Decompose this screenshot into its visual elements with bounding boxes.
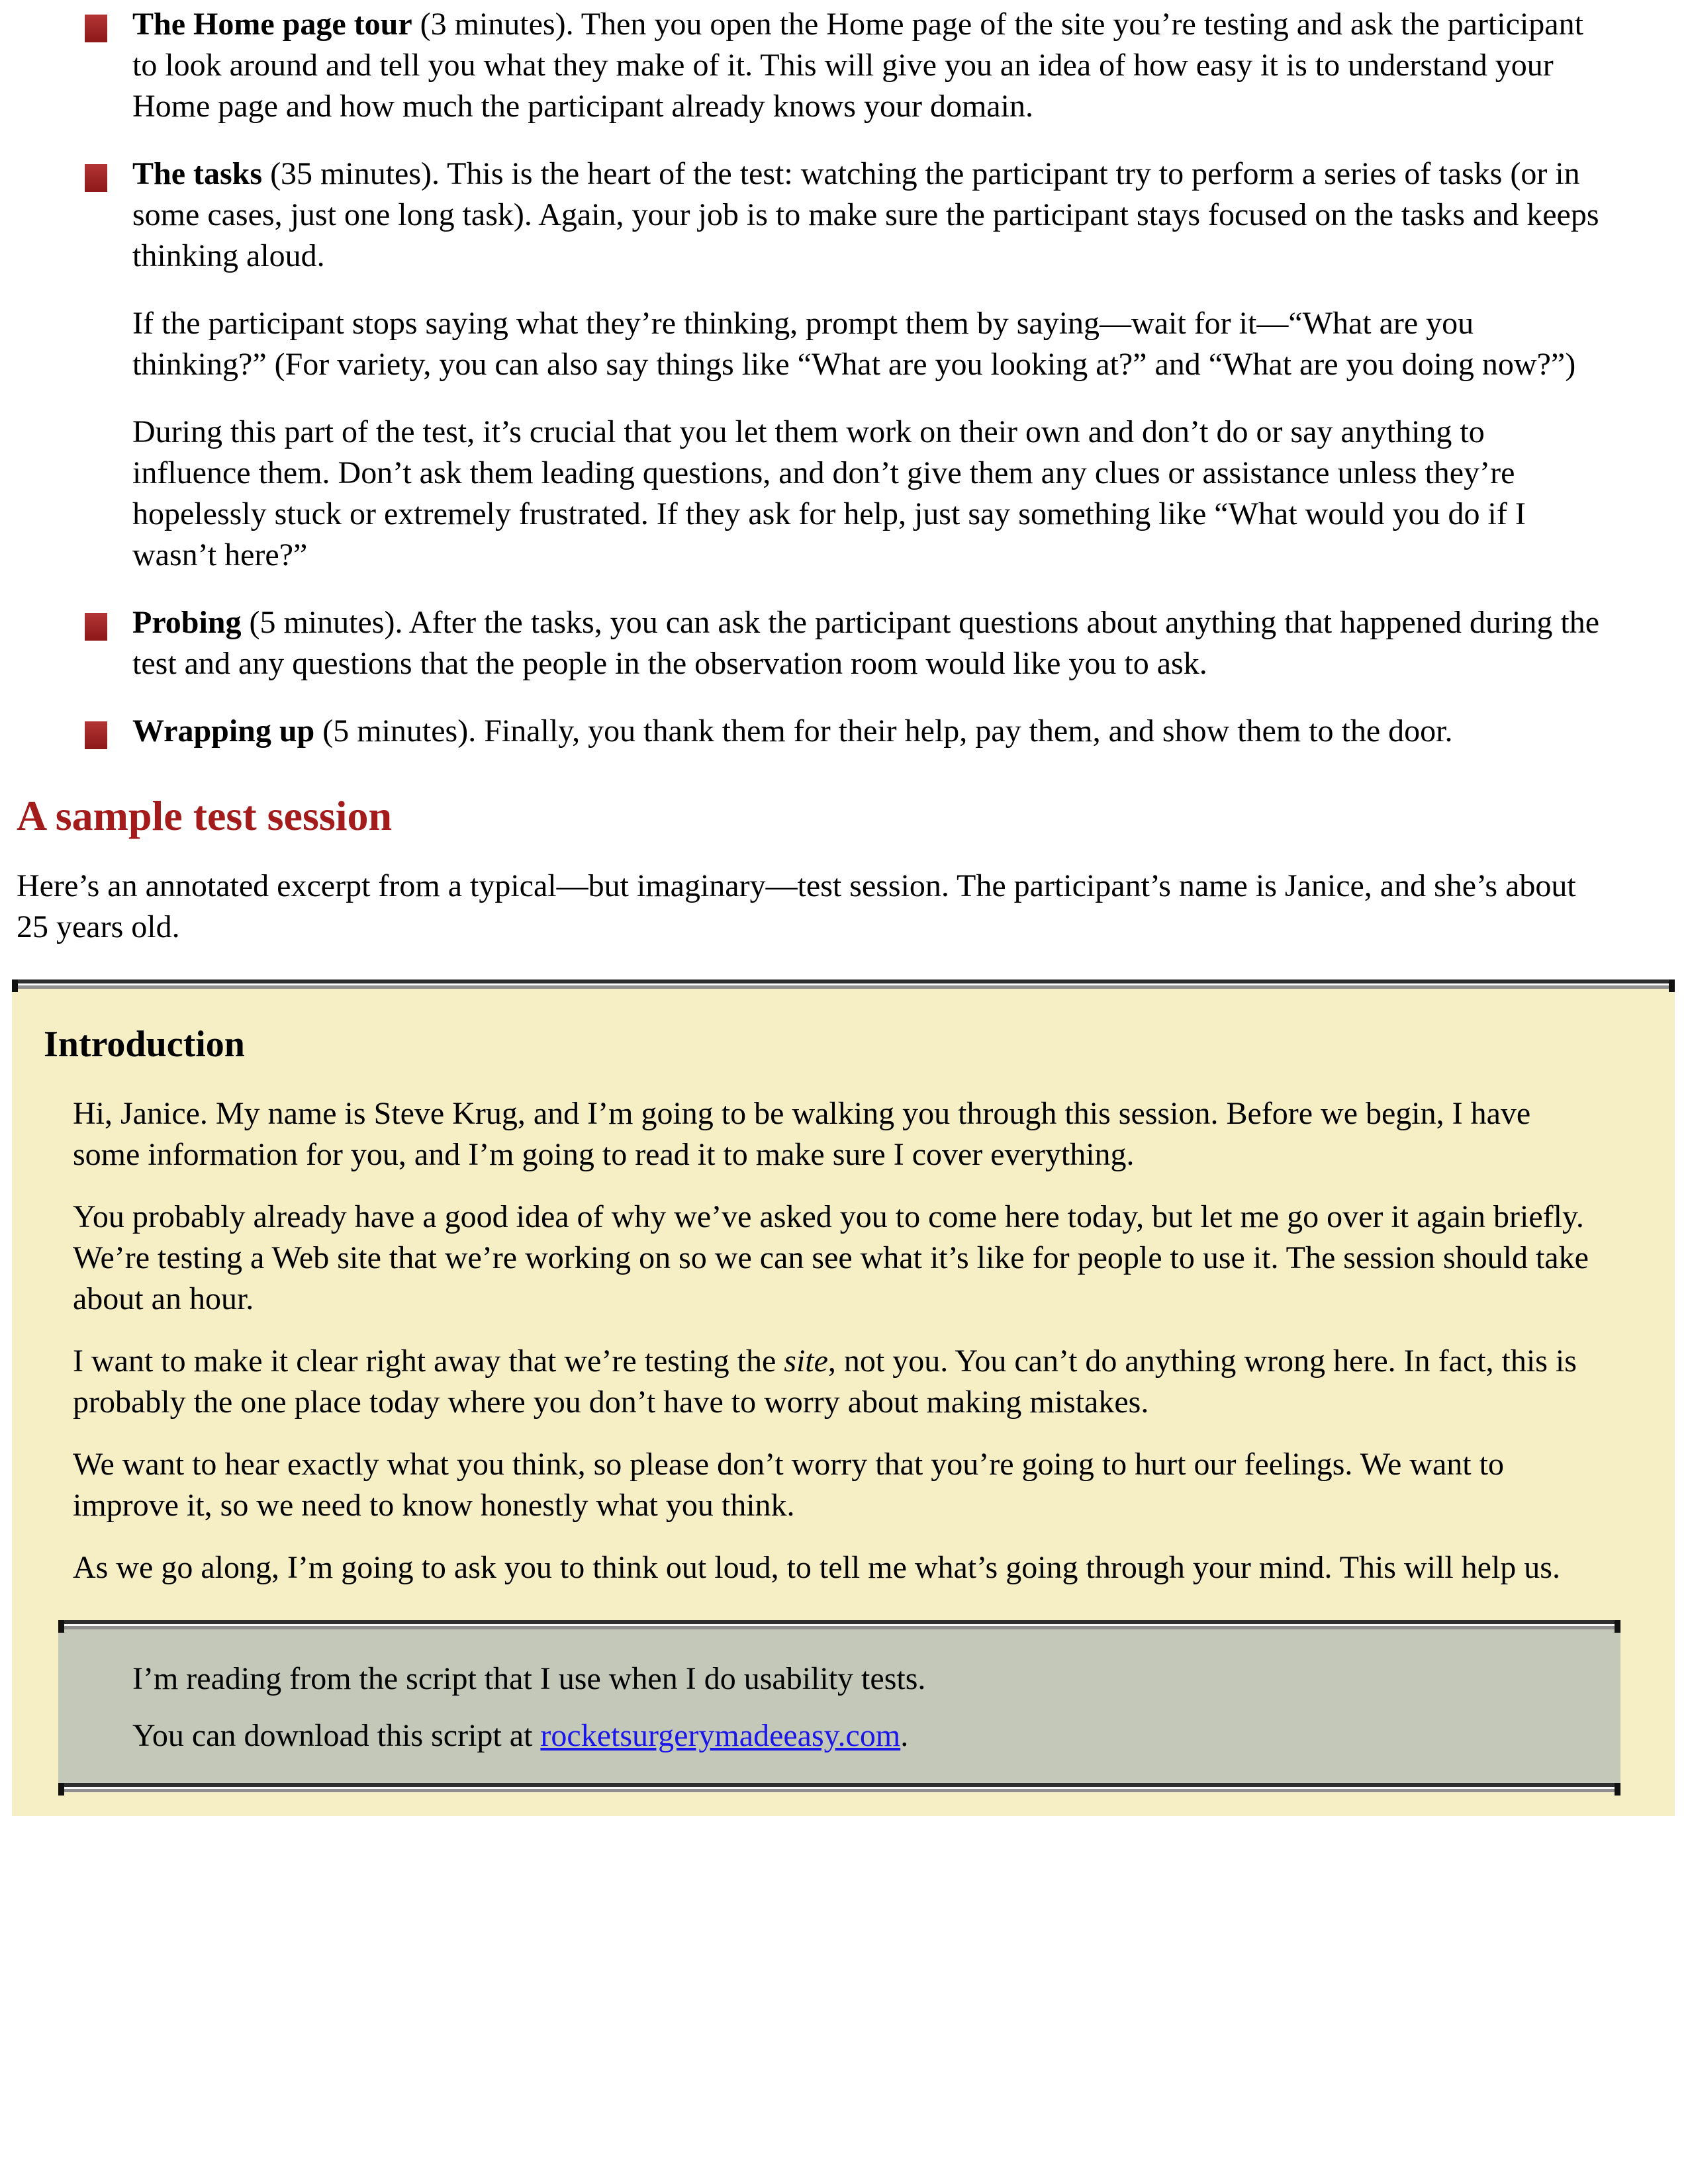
italic-word-site: site <box>784 1343 828 1379</box>
list-item <box>17 602 1605 684</box>
sample-session-box-body <box>12 989 1675 1816</box>
note-text: . <box>900 1718 909 1753</box>
script-note-line-1: I’m reading from the script that I use when I do usability tests. <box>132 1661 926 1696</box>
bullet-lead: Probing <box>132 605 242 640</box>
session-box-title: Introduction <box>44 1024 245 1065</box>
bullet-lead: The Home page tour <box>132 7 412 42</box>
tasks-subparagraph-no-influence: During this part of the test, it’s crucial that you let them work on their own and don’t do or say anything to influence them. Don’t ask them leading questions, and don’t give them any clues or assistance unless they’re hopelessly stuck or extremely frustrated. If they ask for help, just say something like “What would you do if I wasn’t here?” <box>132 414 1526 572</box>
list-item <box>17 711 1605 752</box>
sample-session-box <box>12 979 1675 1816</box>
red-square-bullet-icon <box>85 721 107 749</box>
list-item <box>17 4 1605 127</box>
note-top-border <box>58 1620 1620 1629</box>
script-note-line-2 <box>132 1715 1562 1756</box>
paragraph-text: I want to make it clear right away that we’re testing the <box>73 1343 784 1379</box>
session-paragraph-honest-feedback: We want to hear exactly what you think, so please don’t worry that you’re going to hurt our feelings. We want to improve it, so we need to know honestly what you think. <box>73 1447 1504 1523</box>
bullet-text: (35 minutes). This is the heart of the test: watching the participant try to perform a series of tasks (or in some cases, just one long task). Again, your job is to make sure the participant stays focused on the tasks and keeps thinking aloud. <box>132 156 1599 273</box>
note-text: You can download this script at <box>132 1718 541 1753</box>
script-note-body <box>58 1629 1620 1783</box>
bullet-lead: The tasks <box>132 156 263 191</box>
bullet-text: (5 minutes). After the tasks, you can ask the participant questions about anything that happened during the test and any questions that the people in the observation room would like you to ask. <box>132 605 1599 681</box>
session-paragraph-testing-site <box>73 1341 1592 1423</box>
paragraph-text: , not you. You can’t do anything wrong here. In fact, this is probably the one place today where you don’t have to worry about making mistakes. <box>73 1343 1577 1420</box>
bullet-text: (3 minutes). Then you open the Home page of the site you’re testing and ask the participant to look around and tell you what they make of it. This will give you an idea of how easy it is to understand your Home page and how much the participant already knows your domain. <box>132 7 1583 124</box>
red-square-bullet-icon <box>85 164 107 192</box>
session-paragraph-why-here: You probably already have a good idea of why we’ve asked you to come here today, but let me go over it again briefly. We’re testing a Web site that we’re working on so we can see what it’s like for people to use it. The session should take about an hour. <box>73 1199 1589 1316</box>
box-top-border <box>12 979 1675 989</box>
session-paragraph-greeting: Hi, Janice. My name is Steve Krug, and I’m going to be walking you through this session. Before we begin, I have some information for you, and I’m going to read it to make sure I cover everything. <box>73 1096 1531 1172</box>
section-heading: A sample test session <box>17 792 393 839</box>
script-note-box <box>58 1620 1620 1792</box>
red-square-bullet-icon <box>85 613 107 641</box>
list-item <box>17 154 1605 576</box>
test-phases-list <box>17 4 1688 752</box>
tasks-subparagraph-prompting: If the participant stops saying what they’re thinking, prompt them by saying—wait for it—“What are you thinking?” (For variety, you can also say things like “What are you looking at?” and “What are you doing now?”) <box>132 306 1576 382</box>
download-script-link[interactable]: rocketsurgerymadeeasy.com <box>540 1718 901 1753</box>
note-bottom-border <box>58 1783 1620 1792</box>
red-square-bullet-icon <box>85 15 107 42</box>
bullet-lead: Wrapping up <box>132 713 315 749</box>
session-paragraph-think-aloud: As we go along, I’m going to ask you to think out loud, to tell me what’s going through your mind. This will help us. <box>73 1550 1560 1585</box>
intro-paragraph: Here’s an annotated excerpt from a typical—but imaginary—test session. The participant’s name is Janice, and she’s about 25 years old. <box>17 868 1576 944</box>
bullet-text: (5 minutes). Finally, you thank them for their help, pay them, and show them to the door. <box>314 713 1453 749</box>
